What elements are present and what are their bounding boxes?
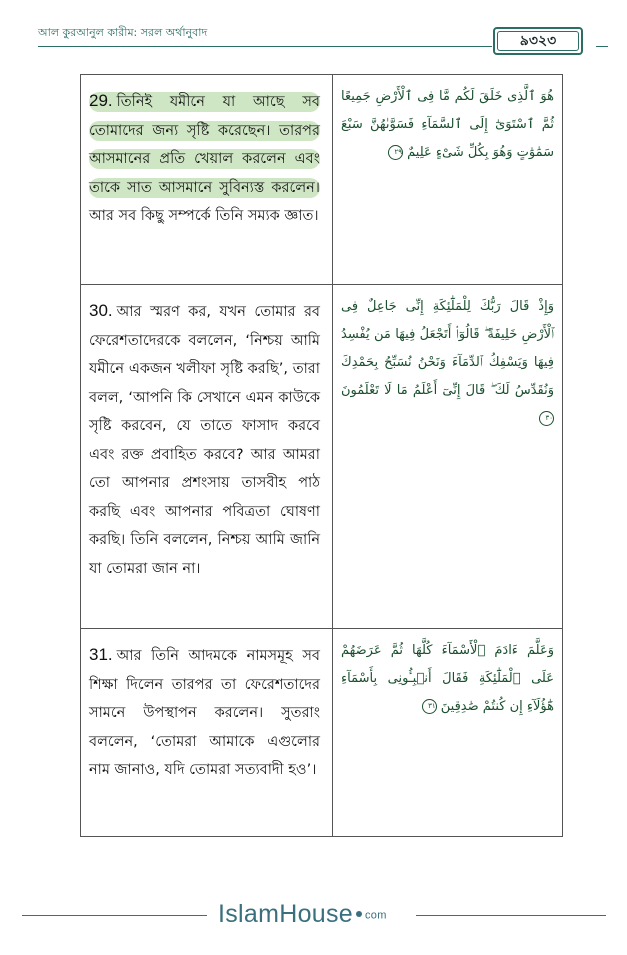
arabic-verse-cell bbox=[333, 629, 563, 837]
verse-row bbox=[81, 285, 563, 629]
brand-dot-icon bbox=[356, 911, 362, 917]
verse-table bbox=[80, 74, 563, 837]
brand-name: IslamHouse bbox=[218, 900, 353, 928]
book-title: আল কুরআনুল কারীম: সরল অর্থানুবাদ bbox=[38, 26, 208, 39]
bengali-text: আর স্মরণ কর, যখন তোমার রব ফেরেশতাদেরকে বললেন, ‘নিশ্চয় আমি যমীনে একজন খলীফা সৃষ্টি করছি’, তারা বলল, ‘আপনি কি সেখানে এমন কাউকে সৃষ্টি করবেন, যে তাতে ফাসাদ করবে এবং রক্ত প্রবাহিত করবে? আর আমরা তো আপনার প্রশংসায় তাসবীহ পাঠ করছি এবং আপনার পবিত্রতা ঘোষণা করছি। তিনি বললেন, নিশ্চয় আমি জানি যা তোমরা জান না। bbox=[89, 304, 320, 577]
arabic-text: وَعَلَّمَ ءَادَمَ ٱلْأَسْمَآءَ كُلَّهَا ثُمَّ عَرَضَهُمْ عَلَى ٱلْمَلَٰٓئِكَةِ فَقَالَ أَنۢبِـُٔونِى بِأَسْمَآءِ هَٰٓؤُلَآءِ إِن كُنتُمْ صَٰدِقِينَ bbox=[341, 643, 554, 714]
arabic-text: وَإِذْ قَالَ رَبُّكَ لِلْمَلَٰٓئِكَةِ إِنِّى جَاعِلٌ فِى ٱلْأَرْضِ خَلِيفَةً ۖ قَالُوٓا۟ أَتَجْعَلُ فِيهَا مَن يُفْسِدُ فِيهَا وَيَسْفِكُ ٱلدِّمَآءَ وَنَحْنُ نُسَبِّحُ بِحَمْدِكَ وَنُقَدِّسُ لَكَ ۖ قَالَ إِنِّىٓ أَعْلَمُ مَا لَا تَعْلَمُونَ bbox=[341, 299, 554, 398]
page-number-box bbox=[493, 27, 583, 55]
page-number: ৯৩২৩ bbox=[519, 33, 557, 49]
verse-row bbox=[81, 75, 563, 285]
arabic-verse-cell bbox=[333, 75, 563, 285]
verse-number: 29. bbox=[89, 91, 113, 110]
arabic-verse-cell bbox=[333, 285, 563, 629]
bengali-translation-cell bbox=[81, 75, 333, 285]
footer-divider-left bbox=[22, 915, 207, 916]
verse-number: 30. bbox=[89, 301, 113, 320]
bengali-text: আর তিনি আদমকে নামসমূহ সব শিক্ষা দিলেন তারপর তা ফেরেশতাদের সামনে উপস্থাপন করলেন। সুতরাং বললেন, ‘তোমরা আমাকে এগুলোর নাম জানাও, যদি তোমরা সত্যবাদী হও’। bbox=[89, 648, 320, 778]
verse-number: 31. bbox=[89, 645, 113, 664]
verse-end-marker: ٢٩ bbox=[388, 145, 403, 160]
bengali-translation-cell bbox=[81, 629, 333, 837]
verse-end-marker: ٣١ bbox=[422, 699, 437, 714]
page-box-tick-right bbox=[596, 46, 608, 47]
verse-end-marker: ٣٠ bbox=[539, 411, 554, 426]
verse-row bbox=[81, 629, 563, 837]
arabic-text: هُوَ ٱلَّذِى خَلَقَ لَكُم مَّا فِى ٱلْأَرْضِ جَمِيعًا ثُمَّ ٱسْتَوَىٰٓ إِلَى ٱلسَّمَآءِ فَسَوَّىٰهُنَّ سَبْعَ سَمَٰوَٰتٍ وَهُوَ بِكُلِّ شَىْءٍ عَلِيمٌ bbox=[341, 89, 554, 160]
islamhouse-logo bbox=[218, 900, 387, 929]
brand-suffix: com bbox=[365, 909, 387, 922]
bengali-highlighted-text: তিনিই যমীনে যা আছে সব তোমাদের জন্য সৃষ্টি করেছেন। তারপর আসমানের প্রতি খেয়াল করলেন এবং তাকে সাত আসমানে সুবিন্যস্ত করলেন। bbox=[89, 94, 320, 196]
page-box-tick-left bbox=[484, 46, 492, 47]
bengali-translation-cell bbox=[81, 285, 333, 629]
header-divider bbox=[38, 46, 487, 47]
bengali-text: আর সব কিছু সম্পর্কে তিনি সম্যক জ্ঞাত। bbox=[89, 208, 319, 224]
page-footer bbox=[0, 900, 627, 930]
footer-divider-right bbox=[416, 915, 606, 916]
